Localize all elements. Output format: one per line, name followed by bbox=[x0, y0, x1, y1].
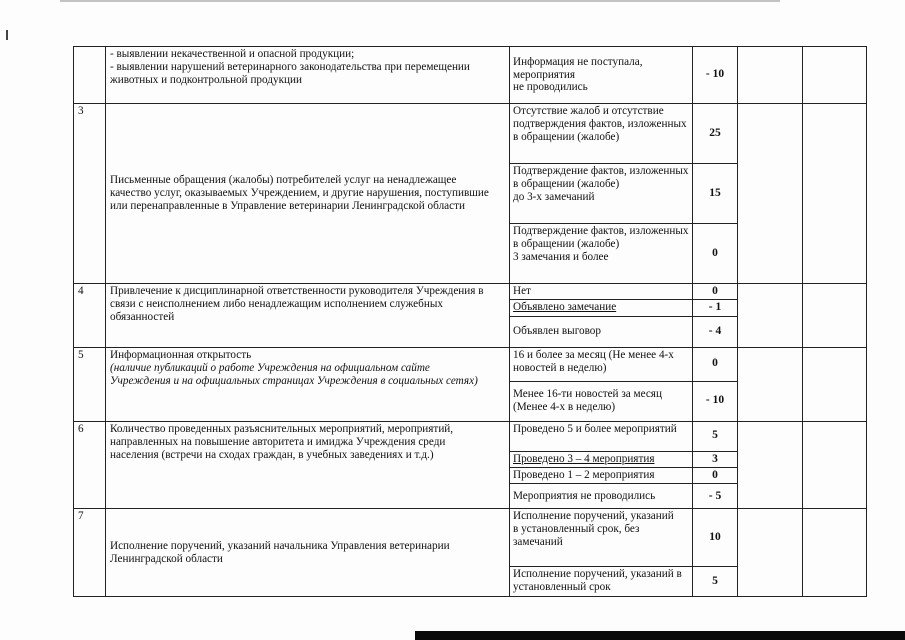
empty-cell bbox=[803, 421, 867, 509]
criterion-text: Информация не поступала, мероприятия не проводились bbox=[510, 47, 693, 104]
row-number: 6 bbox=[74, 421, 106, 509]
indicator-name: - выявлении некачественной и опасной продукции; - выявлении нарушений ветеринарного законодательства при перемещении животных и подконтрольной продукции bbox=[106, 47, 510, 104]
criterion-text: Нет bbox=[510, 284, 693, 300]
criterion-text: Проведено 3 – 4 мероприятия bbox=[510, 451, 693, 467]
criterion-score: 10 bbox=[693, 509, 738, 567]
table-row bbox=[74, 347, 867, 381]
criterion-text: Мероприятия не проводились bbox=[510, 484, 693, 509]
criterion-text: Проведено 5 и более мероприятий bbox=[510, 421, 693, 451]
indicator-name bbox=[106, 347, 510, 421]
row-number: 3 bbox=[74, 104, 106, 284]
criterion-score: 3 bbox=[693, 451, 738, 467]
row-number: 7 bbox=[74, 509, 106, 597]
empty-cell bbox=[738, 47, 803, 104]
criterion-score: - 1 bbox=[693, 300, 738, 316]
empty-cell bbox=[803, 347, 867, 421]
empty-cell bbox=[738, 421, 803, 509]
criterion-score: - 10 bbox=[693, 381, 738, 421]
criterion-text: Подтверждение фактов, изложенных в обращении (жалобе) до 3-х замечаний bbox=[510, 164, 693, 224]
criterion-score: 0 bbox=[693, 224, 738, 284]
table-row bbox=[74, 421, 867, 451]
indicator-title: Информационная открытость bbox=[110, 348, 252, 361]
criterion-score: 25 bbox=[693, 104, 738, 164]
scan-edge-bar bbox=[415, 631, 905, 640]
table-row bbox=[74, 284, 867, 300]
empty-cell bbox=[803, 104, 867, 284]
indicator-name: Исполнение поручений, указаний начальника Управления ветеринарии Ленинградской области bbox=[106, 509, 510, 597]
criterion-score: - 5 bbox=[693, 484, 738, 509]
empty-cell bbox=[803, 47, 867, 104]
table-row bbox=[74, 47, 867, 104]
criterion-text: Отсутствие жалоб и отсутствие подтверждения фактов, изложенных в обращении (жалобе) bbox=[510, 104, 693, 164]
criterion-text: 16 и более за месяц (Не менее 4-х новостей в неделю) bbox=[510, 347, 693, 381]
criterion-text: Менее 16-ти новостей за месяц (Менее 4-х в неделю) bbox=[510, 381, 693, 421]
indicator-note: (наличие публикаций о работе Учреждения на официальном сайте Учреждения и на официальных страницах Учреждения в социальных сетях) bbox=[110, 361, 478, 387]
criterion-score: 0 bbox=[693, 284, 738, 300]
empty-cell bbox=[738, 104, 803, 284]
empty-cell bbox=[803, 284, 867, 348]
row-number: 5 bbox=[74, 347, 106, 421]
table-row bbox=[74, 104, 867, 164]
criterion-text: Проведено 1 – 2 мероприятия bbox=[510, 467, 693, 483]
empty-cell bbox=[738, 347, 803, 421]
row-number: 4 bbox=[74, 284, 106, 348]
empty-cell bbox=[738, 509, 803, 597]
indicator-name: Количество проведенных разъяснительных мероприятий, мероприятий, направленных на повышение авторитета и имиджа Учреждения среди населения (встречи на сходах граждан, в учебных заведениях и т.д.) bbox=[106, 421, 510, 509]
indicator-name: Письменные обращения (жалобы) потребителей услуг на ненадлежащее качество услуг, оказываемых Учреждением, и другие нарушения, поступившие или перенаправленные в Управление ветеринарии Ленинградской области bbox=[106, 104, 510, 284]
criterion-score: 5 bbox=[693, 421, 738, 451]
row-number bbox=[74, 47, 106, 104]
criterion-score: - 10 bbox=[693, 47, 738, 104]
criterion-score: 5 bbox=[693, 567, 738, 597]
scan-mark bbox=[6, 30, 8, 40]
criterion-text: Исполнение поручений, указаний в установленный срок, без замечаний bbox=[510, 509, 693, 567]
criterion-score: - 4 bbox=[693, 316, 738, 347]
indicator-name: Привлечение к дисциплинарной ответственности руководителя Учреждения в связи с неисполнением либо ненадлежащим исполнением служебных обязанностей bbox=[106, 284, 510, 348]
table-row bbox=[74, 509, 867, 567]
criterion-score: 0 bbox=[693, 467, 738, 483]
evaluation-criteria-table bbox=[73, 46, 867, 597]
criterion-score: 0 bbox=[693, 347, 738, 381]
criterion-text: Объявлено замечание bbox=[510, 300, 693, 316]
scan-edge-line bbox=[60, 0, 780, 2]
criterion-text: Подтверждение фактов, изложенных в обращении (жалобе) 3 замечания и более bbox=[510, 224, 693, 284]
criterion-text: Объявлен выговор bbox=[510, 316, 693, 347]
empty-cell bbox=[738, 284, 803, 348]
criterion-text: Исполнение поручений, указаний в установленный срок bbox=[510, 567, 693, 597]
criterion-score: 15 bbox=[693, 164, 738, 224]
empty-cell bbox=[803, 509, 867, 597]
